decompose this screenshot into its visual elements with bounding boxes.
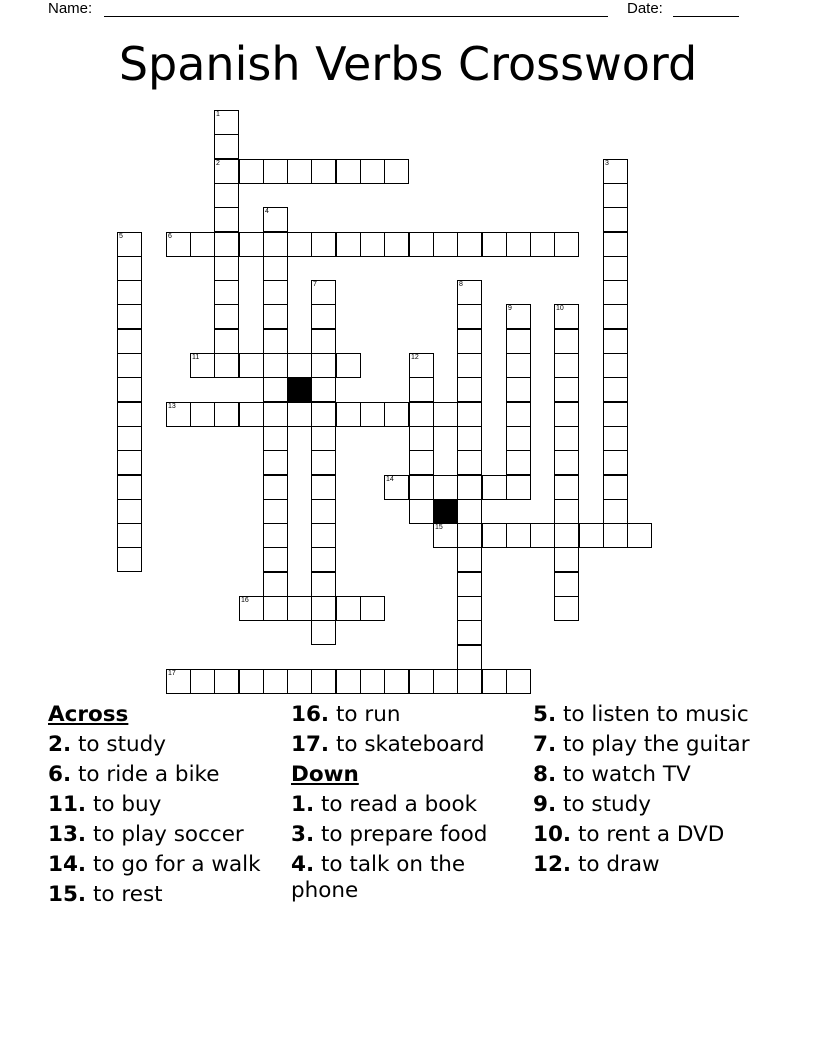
grid-cell[interactable] bbox=[311, 159, 336, 184]
grid-cell[interactable] bbox=[603, 232, 628, 257]
grid-cell[interactable] bbox=[603, 329, 628, 354]
grid-cell[interactable] bbox=[166, 232, 191, 257]
grid-cell[interactable] bbox=[457, 329, 482, 354]
grid-cell[interactable] bbox=[311, 280, 336, 305]
grid-cell[interactable] bbox=[287, 402, 312, 427]
grid-cell[interactable] bbox=[263, 523, 288, 548]
grid-cell[interactable] bbox=[263, 669, 288, 694]
grid-cell[interactable] bbox=[482, 475, 507, 500]
clue-across-14: 14. to go for a walk bbox=[48, 852, 261, 877]
grid-cell[interactable] bbox=[239, 596, 264, 621]
down-heading: Down bbox=[291, 762, 359, 787]
grid-cell[interactable] bbox=[117, 377, 142, 402]
grid-cell[interactable] bbox=[336, 402, 361, 427]
grid-cell[interactable] bbox=[311, 547, 336, 572]
grid-cell[interactable] bbox=[263, 353, 288, 378]
grid-cell[interactable] bbox=[311, 377, 336, 402]
clue-across-6: 6. to ride a bike bbox=[48, 762, 220, 787]
grid-cell[interactable] bbox=[311, 353, 336, 378]
grid-cell[interactable] bbox=[603, 377, 628, 402]
grid-cell[interactable] bbox=[409, 499, 434, 524]
cell-number: 9 bbox=[508, 305, 512, 312]
grid-cell[interactable] bbox=[214, 353, 239, 378]
grid-cell[interactable] bbox=[482, 669, 507, 694]
grid-cell[interactable] bbox=[433, 232, 458, 257]
grid-cell[interactable] bbox=[603, 304, 628, 329]
grid-cell[interactable] bbox=[190, 232, 215, 257]
grid-cell[interactable] bbox=[457, 499, 482, 524]
grid-cell[interactable] bbox=[190, 402, 215, 427]
grid-cell[interactable] bbox=[433, 402, 458, 427]
grid-cell[interactable] bbox=[457, 645, 482, 670]
grid-cell[interactable] bbox=[336, 669, 361, 694]
grid-cell[interactable] bbox=[384, 402, 409, 427]
grid-cell[interactable] bbox=[263, 256, 288, 281]
clue-down-3: 3. to prepare food bbox=[291, 822, 488, 847]
clue-across-16: 16. to run bbox=[291, 702, 401, 727]
grid-cell[interactable] bbox=[214, 280, 239, 305]
grid-cell[interactable] bbox=[457, 450, 482, 475]
clue-across-17: 17. to skateboard bbox=[291, 732, 485, 757]
grid-cell[interactable] bbox=[506, 450, 531, 475]
cell-number: 1 bbox=[216, 111, 220, 118]
grid-cell[interactable] bbox=[214, 329, 239, 354]
cell-number: 8 bbox=[459, 281, 463, 288]
clue-down-5: 5. to listen to music bbox=[533, 702, 749, 727]
grid-cell[interactable] bbox=[603, 183, 628, 208]
grid-cell[interactable] bbox=[457, 475, 482, 500]
grid-cell[interactable] bbox=[506, 426, 531, 451]
grid-cell[interactable] bbox=[263, 402, 288, 427]
cell-number: 14 bbox=[386, 476, 394, 483]
cell-number: 13 bbox=[168, 403, 176, 410]
grid-cell[interactable] bbox=[311, 402, 336, 427]
grid-cell[interactable] bbox=[360, 596, 385, 621]
grid-cell[interactable] bbox=[457, 304, 482, 329]
grid-cell[interactable] bbox=[603, 523, 628, 548]
grid-cell[interactable] bbox=[603, 402, 628, 427]
grid-black-cell bbox=[433, 499, 458, 524]
grid-cell[interactable] bbox=[214, 304, 239, 329]
grid-cell[interactable] bbox=[554, 572, 579, 597]
grid-cell[interactable] bbox=[263, 329, 288, 354]
grid-cell[interactable] bbox=[117, 232, 142, 257]
grid-cell[interactable] bbox=[506, 304, 531, 329]
grid-cell[interactable] bbox=[506, 329, 531, 354]
grid-cell[interactable] bbox=[117, 499, 142, 524]
grid-cell[interactable] bbox=[214, 207, 239, 232]
grid-cell[interactable] bbox=[457, 426, 482, 451]
grid-cell[interactable] bbox=[433, 523, 458, 548]
grid-cell[interactable] bbox=[457, 377, 482, 402]
cell-number: 10 bbox=[556, 305, 564, 312]
clue-down-9: 9. to study bbox=[533, 792, 652, 817]
grid-cell[interactable] bbox=[117, 304, 142, 329]
cell-number: 2 bbox=[216, 160, 220, 167]
clue-down-8: 8. to watch TV bbox=[533, 762, 691, 787]
grid-cell[interactable] bbox=[214, 669, 239, 694]
grid-cell[interactable] bbox=[263, 377, 288, 402]
grid-cell[interactable] bbox=[603, 426, 628, 451]
grid-cell[interactable] bbox=[214, 134, 239, 159]
grid-cell[interactable] bbox=[554, 547, 579, 572]
cell-number: 11 bbox=[192, 354, 200, 361]
grid-cell[interactable] bbox=[409, 475, 434, 500]
grid-cell[interactable] bbox=[263, 547, 288, 572]
clue-down-7: 7. to play the guitar bbox=[533, 732, 750, 757]
date-label: Date: bbox=[627, 0, 663, 17]
grid-cell[interactable] bbox=[166, 669, 191, 694]
grid-cell[interactable] bbox=[166, 402, 191, 427]
grid-cell[interactable] bbox=[311, 620, 336, 645]
grid-cell[interactable] bbox=[311, 499, 336, 524]
grid-cell[interactable] bbox=[506, 402, 531, 427]
across-heading: Across bbox=[48, 702, 129, 727]
grid-cell[interactable] bbox=[287, 596, 312, 621]
grid-cell[interactable] bbox=[117, 426, 142, 451]
grid-cell[interactable] bbox=[482, 523, 507, 548]
grid-cell[interactable] bbox=[190, 669, 215, 694]
grid-cell[interactable] bbox=[287, 669, 312, 694]
grid-cell[interactable] bbox=[554, 475, 579, 500]
grid-cell[interactable] bbox=[263, 426, 288, 451]
grid-cell[interactable] bbox=[603, 159, 628, 184]
grid-cell[interactable] bbox=[603, 280, 628, 305]
grid-cell[interactable] bbox=[554, 499, 579, 524]
grid-cell[interactable] bbox=[554, 353, 579, 378]
grid-cell[interactable] bbox=[603, 256, 628, 281]
clue-across-15: 15. to rest bbox=[48, 882, 163, 907]
cell-number: 12 bbox=[411, 354, 419, 361]
grid-cell[interactable] bbox=[506, 475, 531, 500]
grid-cell[interactable] bbox=[554, 329, 579, 354]
grid-cell[interactable] bbox=[214, 232, 239, 257]
grid-cell[interactable] bbox=[360, 402, 385, 427]
clues-column-1 bbox=[48, 702, 288, 912]
clue-down-12: 12. to draw bbox=[533, 852, 660, 877]
grid-cell[interactable] bbox=[384, 475, 409, 500]
grid-cell[interactable] bbox=[409, 377, 434, 402]
grid-cell[interactable] bbox=[263, 499, 288, 524]
grid-cell[interactable] bbox=[457, 620, 482, 645]
grid-cell[interactable] bbox=[506, 523, 531, 548]
grid-cell[interactable] bbox=[263, 207, 288, 232]
grid-cell[interactable] bbox=[457, 353, 482, 378]
grid-cell[interactable] bbox=[506, 232, 531, 257]
grid-cell[interactable] bbox=[457, 669, 482, 694]
grid-cell[interactable] bbox=[263, 280, 288, 305]
grid-cell[interactable] bbox=[117, 547, 142, 572]
grid-cell[interactable] bbox=[457, 596, 482, 621]
grid-cell[interactable] bbox=[214, 256, 239, 281]
grid-cell[interactable] bbox=[457, 547, 482, 572]
grid-cell[interactable] bbox=[117, 329, 142, 354]
cell-number: 16 bbox=[241, 597, 249, 604]
grid-cell[interactable] bbox=[554, 523, 579, 548]
grid-cell[interactable] bbox=[263, 596, 288, 621]
grid-cell[interactable] bbox=[506, 669, 531, 694]
clue-down-1: 1. to read a book bbox=[291, 792, 478, 817]
clue-across-2: 2. to study bbox=[48, 732, 167, 757]
grid-cell[interactable] bbox=[384, 232, 409, 257]
grid-cell[interactable] bbox=[627, 523, 652, 548]
grid-cell[interactable] bbox=[263, 450, 288, 475]
grid-cell[interactable] bbox=[214, 159, 239, 184]
grid-cell[interactable] bbox=[482, 232, 507, 257]
grid-cell[interactable] bbox=[311, 232, 336, 257]
grid-cell[interactable] bbox=[336, 353, 361, 378]
grid-cell[interactable] bbox=[336, 159, 361, 184]
grid-cell[interactable] bbox=[433, 669, 458, 694]
grid-cell[interactable] bbox=[409, 353, 434, 378]
clues-column-3 bbox=[533, 702, 773, 882]
grid-cell[interactable] bbox=[311, 596, 336, 621]
grid-cell[interactable] bbox=[239, 669, 264, 694]
grid-cell[interactable] bbox=[263, 304, 288, 329]
grid-cell[interactable] bbox=[311, 304, 336, 329]
grid-cell[interactable] bbox=[457, 232, 482, 257]
grid-cell[interactable] bbox=[287, 159, 312, 184]
grid-cell[interactable] bbox=[554, 402, 579, 427]
grid-cell[interactable] bbox=[603, 499, 628, 524]
cell-number: 15 bbox=[435, 524, 443, 531]
grid-cell[interactable] bbox=[603, 450, 628, 475]
grid-cell[interactable] bbox=[117, 280, 142, 305]
grid-cell[interactable] bbox=[506, 353, 531, 378]
cell-number: 7 bbox=[313, 281, 317, 288]
grid-cell[interactable] bbox=[409, 232, 434, 257]
grid-cell[interactable] bbox=[311, 669, 336, 694]
clue-across-11: 11. to buy bbox=[48, 792, 162, 817]
grid-cell[interactable] bbox=[457, 572, 482, 597]
clue-across-13: 13. to play soccer bbox=[48, 822, 244, 847]
grid-cell[interactable] bbox=[603, 353, 628, 378]
grid-cell[interactable] bbox=[117, 450, 142, 475]
grid-cell[interactable] bbox=[239, 402, 264, 427]
grid-cell[interactable] bbox=[336, 596, 361, 621]
grid-cell[interactable] bbox=[360, 232, 385, 257]
grid-cell[interactable] bbox=[311, 450, 336, 475]
grid-cell[interactable] bbox=[190, 353, 215, 378]
cell-number: 5 bbox=[119, 233, 123, 240]
grid-cell[interactable] bbox=[239, 232, 264, 257]
grid-cell[interactable] bbox=[554, 426, 579, 451]
grid-cell[interactable] bbox=[263, 232, 288, 257]
grid-cell[interactable] bbox=[384, 669, 409, 694]
grid-cell[interactable] bbox=[554, 450, 579, 475]
grid-cell[interactable] bbox=[117, 256, 142, 281]
grid-cell[interactable] bbox=[603, 207, 628, 232]
grid-cell[interactable] bbox=[239, 353, 264, 378]
grid-cell[interactable] bbox=[457, 523, 482, 548]
grid-cell[interactable] bbox=[263, 475, 288, 500]
grid-cell[interactable] bbox=[384, 159, 409, 184]
grid-cell[interactable] bbox=[117, 402, 142, 427]
grid-cell[interactable] bbox=[457, 280, 482, 305]
cell-number: 17 bbox=[168, 670, 176, 677]
grid-cell[interactable] bbox=[554, 377, 579, 402]
grid-black-cell bbox=[287, 377, 312, 402]
grid-cell[interactable] bbox=[311, 523, 336, 548]
clue-down-10: 10. to rent a DVD bbox=[533, 822, 725, 847]
clues-column-2 bbox=[291, 702, 531, 908]
grid-cell[interactable] bbox=[554, 596, 579, 621]
page-title: Spanish Verbs Crossword bbox=[118, 37, 698, 91]
grid-cell[interactable] bbox=[263, 159, 288, 184]
grid-cell[interactable] bbox=[360, 159, 385, 184]
grid-cell[interactable] bbox=[311, 329, 336, 354]
grid-cell[interactable] bbox=[311, 475, 336, 500]
grid-cell[interactable] bbox=[239, 159, 264, 184]
grid-cell[interactable] bbox=[409, 402, 434, 427]
grid-cell[interactable] bbox=[214, 183, 239, 208]
cell-number: 3 bbox=[605, 160, 609, 167]
grid-cell[interactable] bbox=[530, 523, 555, 548]
grid-cell[interactable] bbox=[457, 402, 482, 427]
grid-cell[interactable] bbox=[579, 523, 604, 548]
grid-cell[interactable] bbox=[214, 110, 239, 135]
cell-number: 4 bbox=[265, 208, 269, 215]
cell-number: 6 bbox=[168, 233, 172, 240]
grid-cell[interactable] bbox=[117, 475, 142, 500]
grid-cell[interactable] bbox=[263, 572, 288, 597]
grid-cell[interactable] bbox=[336, 232, 361, 257]
grid-cell[interactable] bbox=[554, 304, 579, 329]
grid-cell[interactable] bbox=[311, 572, 336, 597]
grid-cell[interactable] bbox=[117, 523, 142, 548]
grid-cell[interactable] bbox=[287, 232, 312, 257]
grid-cell[interactable] bbox=[117, 353, 142, 378]
grid-cell[interactable] bbox=[311, 426, 336, 451]
name-label: Name: bbox=[48, 0, 93, 17]
grid-cell[interactable] bbox=[554, 232, 579, 257]
grid-cell[interactable] bbox=[409, 669, 434, 694]
grid-cell[interactable] bbox=[409, 426, 434, 451]
grid-cell[interactable] bbox=[360, 669, 385, 694]
grid-cell[interactable] bbox=[433, 475, 458, 500]
grid-cell[interactable] bbox=[530, 232, 555, 257]
clue-down-4: 4. to talk on the phone bbox=[291, 852, 466, 903]
grid-cell[interactable] bbox=[506, 377, 531, 402]
grid-cell[interactable] bbox=[287, 353, 312, 378]
grid-cell[interactable] bbox=[214, 402, 239, 427]
grid-cell[interactable] bbox=[409, 450, 434, 475]
grid-cell[interactable] bbox=[603, 475, 628, 500]
